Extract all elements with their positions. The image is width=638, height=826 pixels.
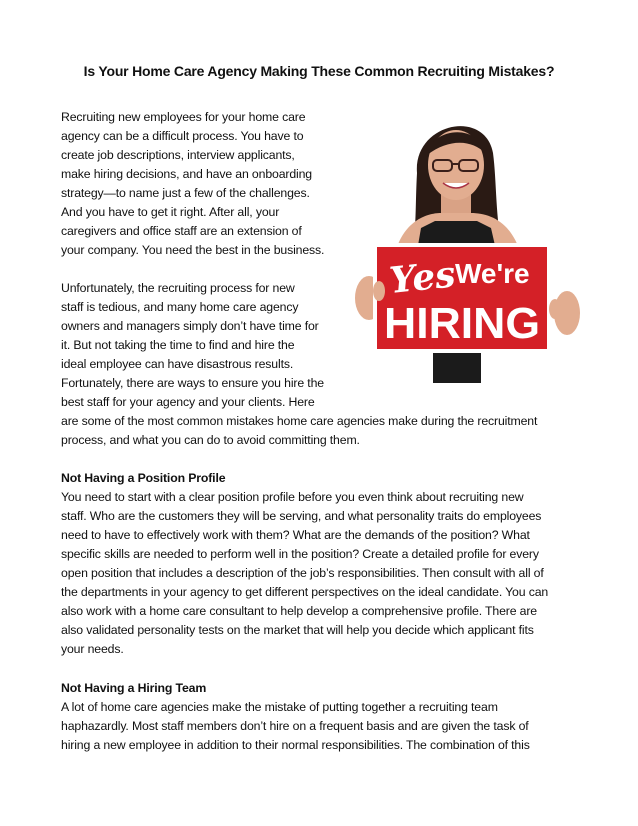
body-line: your company. You need the best in the business. [61, 243, 325, 257]
body-line: create job descriptions, interview applicants, [61, 148, 295, 162]
sign-script-text: Yes [387, 253, 458, 302]
body-line: staff is tedious, and many home care agency [61, 300, 299, 314]
body-line: the departments in your agency to get different perspectives on the ideal candidate. You can [61, 585, 549, 599]
body-line: it. But not taking the time to find and hire the [61, 338, 295, 352]
hiring-sign-photo [355, 113, 580, 383]
body-line: make hiring decisions, and have an onboarding [61, 167, 312, 181]
body-line: haphazardly. Most staff members don’t hire on a frequent basis and are given the task of [61, 719, 529, 733]
body-line: You need to start with a clear position profile before you even think about recruiting new [61, 490, 524, 504]
body-line: Fortunately, there are ways to ensure you hire the [61, 376, 324, 390]
body-line: also work with a home care consultant to help develop a comprehensive profile. There are [61, 604, 537, 618]
document-title: Is Your Home Care Agency Making These Common Recruiting Mistakes? [83, 63, 555, 79]
section-heading-position-profile: Not Having a Position Profile [61, 471, 226, 485]
body-line: And you have to get it right. After all, your [61, 205, 280, 219]
body-line: your needs. [61, 642, 124, 656]
body-line: Unfortunately, the recruiting process for new [61, 281, 295, 295]
sign-hiring-text: HIRING [384, 299, 540, 348]
body-line: caregivers and office staff are an extension of [61, 224, 302, 238]
body-line: ideal employee can have disastrous results. [61, 357, 294, 371]
body-line: also validated personality tests on the market that will help you decide which applicant fits [61, 623, 534, 637]
body-line: Recruiting new employees for your home care [61, 110, 306, 124]
body-line: are some of the most common mistakes home care agencies make during the recruitment [61, 414, 538, 428]
body-line: open position that includes a description of the job’s responsibilities. Then consult with all of [61, 566, 544, 580]
body-line: owners and managers simply don’t have time for [61, 319, 319, 333]
body-line: best staff for your agency and your clients. Here [61, 395, 315, 409]
sign-bold-text: We're [455, 258, 530, 289]
body-line: hiring a new employee in addition to their normal responsibilities. The combination of this [61, 738, 530, 752]
body-line: need to have to effectively work with them? What are the demands of the position? What [61, 528, 530, 542]
body-line: agency can be a difficult process. You have to [61, 129, 304, 143]
body-line: strategy—to name just a few of the challenges. [61, 186, 310, 200]
body-line: A lot of home care agencies make the mistake of putting together a recruiting team [61, 700, 498, 714]
section-heading-hiring-team: Not Having a Hiring Team [61, 681, 207, 695]
body-line: process, and what you can do to avoid committing them. [61, 433, 360, 447]
body-line: specific skills are needed to perform well in the position? Create a detailed profile for every [61, 547, 539, 561]
body-line: staff. Who are the customers they will be serving, and what personality traits do employees [61, 509, 542, 523]
